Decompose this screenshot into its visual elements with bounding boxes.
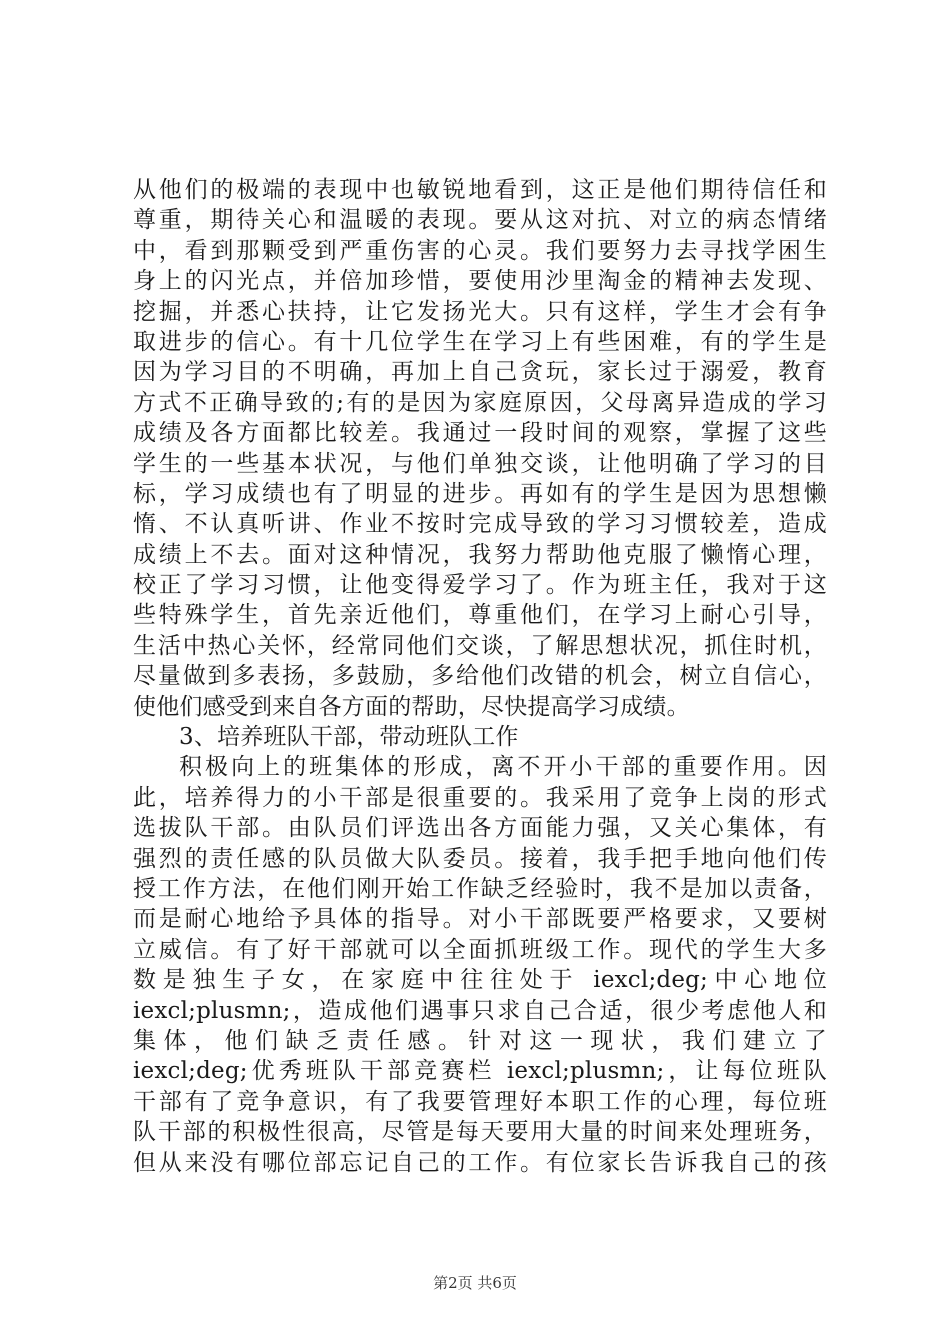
text-line: 取进步的信心。有十几位学生在学习上有些困难，有的学生是 bbox=[133, 328, 827, 355]
text-line: 学生的一些基本状况，与他们单独交谈，让他明确了学习的目 bbox=[133, 450, 827, 477]
text-line: 授工作方法，在他们刚开始工作缺乏经验时，我不是加以责备， bbox=[133, 875, 827, 902]
paragraph-first-line: 积极向上的班集体的形成，离不开小干部的重要作用。因 bbox=[179, 754, 827, 781]
text-line: 成绩上不去。面对这种情况，我努力帮助他克服了懒惰心理， bbox=[133, 541, 827, 568]
text-line: 集体，他们缺乏责任感。针对这一现状，我们建立了 bbox=[133, 1027, 827, 1054]
text-line: 惰、不认真听讲、作业不按时完成导致的学习习惯较差，造成 bbox=[133, 511, 827, 538]
text-line: 成绩及各方面都比较差。我通过一段时间的观察，掌握了这些 bbox=[133, 420, 827, 447]
text-line: 中，看到那颗受到严重伤害的心灵。我们要努力去寻找学困生 bbox=[133, 237, 827, 264]
text-line: 队干部的积极性很高，尽管是每天要用大量的时间来处理班务， bbox=[133, 1119, 827, 1146]
text-line: 校正了学习习惯，让他变得爱学习了。作为班主任，我对于这 bbox=[133, 572, 827, 599]
text-line: 而是耐心地给予具体的指导。对小干部既要严格要求，又要树 bbox=[133, 906, 827, 933]
text-line: 数是独生子女，在家庭中往往处于 iexcl;deg;中心地位 bbox=[133, 967, 827, 994]
paragraph-end-line: 使他们感受到来自各方面的帮助，尽快提高学习成绩。 bbox=[133, 693, 690, 720]
text-line: 挖掘，并悉心扶持，让它发扬光大。只有这样，学生才会有争 bbox=[133, 298, 827, 325]
text-line: iexcl;plusmn;，造成他们遇事只求自己合适，很少考虑他人和 bbox=[133, 997, 827, 1024]
text-line: 因为学习目的不明确，再加上自己贪玩，家长过于溺爱，教育 bbox=[133, 359, 827, 386]
text-line: 强烈的责任感的队员做大队委员。接着，我手把手地向他们传 bbox=[133, 845, 827, 872]
text-line: 方式不正确导致的;有的是因为家庭原因，父母离异造成的学习 bbox=[133, 389, 827, 416]
text-line: 从他们的极端的表现中也敏锐地看到，这正是他们期待信任和 bbox=[133, 177, 827, 203]
text-line: iexcl;deg;优秀班队干部竞赛栏 iexcl;plusmn;，让每位班队 bbox=[133, 1058, 827, 1085]
text-line: 干部有了竞争意识，有了我要管理好本职工作的心理，每位班 bbox=[133, 1088, 827, 1115]
section-heading: 3、培养班队干部，带动班队工作 bbox=[179, 724, 519, 751]
text-line: 标，学习成绩也有了明显的进步。再如有的学生是因为思想懒 bbox=[133, 480, 827, 507]
text-line: 生活中热心关怀，经常同他们交谈，了解思想状况，抓住时机， bbox=[133, 632, 827, 659]
text-line: 尊重，期待关心和温暖的表现。要从这对抗、对立的病态情绪 bbox=[133, 207, 827, 234]
text-line: 此，培养得力的小干部是很重要的。我采用了竞争上岗的形式 bbox=[133, 784, 827, 811]
text-line: 尽量做到多表扬，多鼓励，多给他们改错的机会，树立自信心， bbox=[133, 663, 827, 690]
text-line: 身上的闪光点，并倍加珍惜，要使用沙里淘金的精神去发现、 bbox=[133, 268, 827, 295]
text-line: 立威信。有了好干部就可以全面抓班级工作。现代的学生大多 bbox=[133, 936, 827, 963]
body-text bbox=[133, 175, 827, 1178]
text-line: 选拔队干部。由队员们评选出各方面能力强，又关心集体，有 bbox=[133, 815, 827, 842]
text-line: 但从来没有哪位部忘记自己的工作。有位家长告诉我自己的孩 bbox=[133, 1149, 827, 1176]
text-line: 些特殊学生，首先亲近他们，尊重他们，在学习上耐心引导， bbox=[133, 602, 827, 629]
page-number-footer: 第2页 共6页 bbox=[433, 1274, 517, 1292]
